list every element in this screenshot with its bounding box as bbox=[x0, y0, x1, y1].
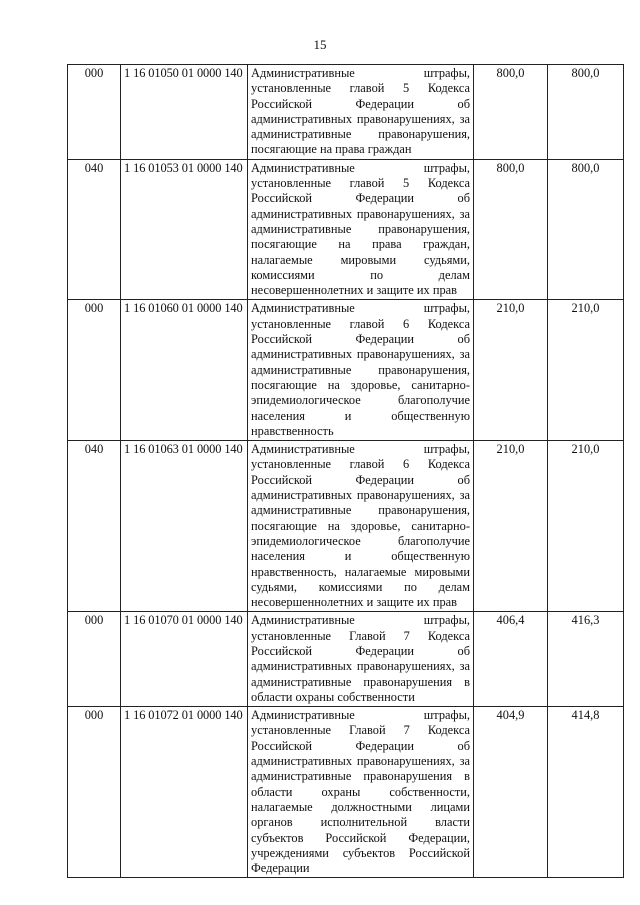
value-year1-cell: 800,0 bbox=[474, 65, 548, 160]
table-row bbox=[68, 612, 624, 707]
admin-code-cell: 000 bbox=[68, 707, 121, 878]
value-year1-cell: 210,0 bbox=[474, 441, 548, 612]
description-cell: Административные штрафы, установленные Главой 7 Кодекса Российской Федерации об административных правонарушениях, за административные правонарушения в области охраны собственности, налагаемые должностными лицами органов исполнительной власти субъектов Российской Федерации, учреждениями субъектов Российской Федерации bbox=[248, 707, 474, 878]
admin-code-cell: 000 bbox=[68, 612, 121, 707]
admin-code-cell: 000 bbox=[68, 65, 121, 160]
page-number: 15 bbox=[313, 37, 327, 52]
value-year2-cell: 210,0 bbox=[548, 441, 624, 612]
value-year2-cell: 800,0 bbox=[548, 65, 624, 160]
value-year2-cell: 416,3 bbox=[548, 612, 624, 707]
value-year1-cell: 404,9 bbox=[474, 707, 548, 878]
description-cell: Административные штрафы, установленные Главой 7 Кодекса Российской Федерации об административных правонарушениях, за административные правонарушения в области охраны собственности bbox=[248, 612, 474, 707]
description-cell: Административные штрафы, установленные главой 5 Кодекса Российской Федерации об административных правонарушениях, за административные правонарушения, посягающие на права граждан, налагаемые мировыми судьями, комиссиями по делам несовершеннолетних и защите их прав bbox=[248, 159, 474, 300]
kbk-code-cell: 1 16 01070 01 0000 140 bbox=[121, 612, 248, 707]
description-cell: Административные штрафы, установленные главой 6 Кодекса Российской Федерации об административных правонарушениях, за административные правонарушения, посягающие на здоровье, санитарно-эпидемиологическое благополучие населения и общественную нравственность bbox=[248, 300, 474, 441]
value-year2-cell: 210,0 bbox=[548, 300, 624, 441]
value-year1-cell: 800,0 bbox=[474, 159, 548, 300]
value-year1-cell: 406,4 bbox=[474, 612, 548, 707]
kbk-code-cell: 1 16 01050 01 0000 140 bbox=[121, 65, 248, 160]
table-row bbox=[68, 441, 624, 612]
kbk-code-cell: 1 16 01072 01 0000 140 bbox=[121, 707, 248, 878]
table-row bbox=[68, 707, 624, 878]
table-row bbox=[68, 300, 624, 441]
description-cell: Административные штрафы, установленные главой 6 Кодекса Российской Федерации об административных правонарушениях, за административные правонарушения, посягающие на здоровье, санитарно-эпидемиологическое благополучие населения и общественную нравственность, налагаемые мировыми судьями, комиссиями по делам несовершеннолетних и защите их прав bbox=[248, 441, 474, 612]
admin-code-cell: 000 bbox=[68, 300, 121, 441]
value-year2-cell: 414,8 bbox=[548, 707, 624, 878]
table-row bbox=[68, 65, 624, 160]
kbk-code-cell: 1 16 01053 01 0000 140 bbox=[121, 159, 248, 300]
revenue-table bbox=[67, 64, 624, 878]
kbk-code-cell: 1 16 01060 01 0000 140 bbox=[121, 300, 248, 441]
kbk-code-cell: 1 16 01063 01 0000 140 bbox=[121, 441, 248, 612]
admin-code-cell: 040 bbox=[68, 159, 121, 300]
value-year1-cell: 210,0 bbox=[474, 300, 548, 441]
value-year2-cell: 800,0 bbox=[548, 159, 624, 300]
table-row bbox=[68, 159, 624, 300]
description-cell: Административные штрафы, установленные главой 5 Кодекса Российской Федерации об административных правонарушениях, за административные правонарушения, посягающие на права граждан bbox=[248, 65, 474, 160]
admin-code-cell: 040 bbox=[68, 441, 121, 612]
